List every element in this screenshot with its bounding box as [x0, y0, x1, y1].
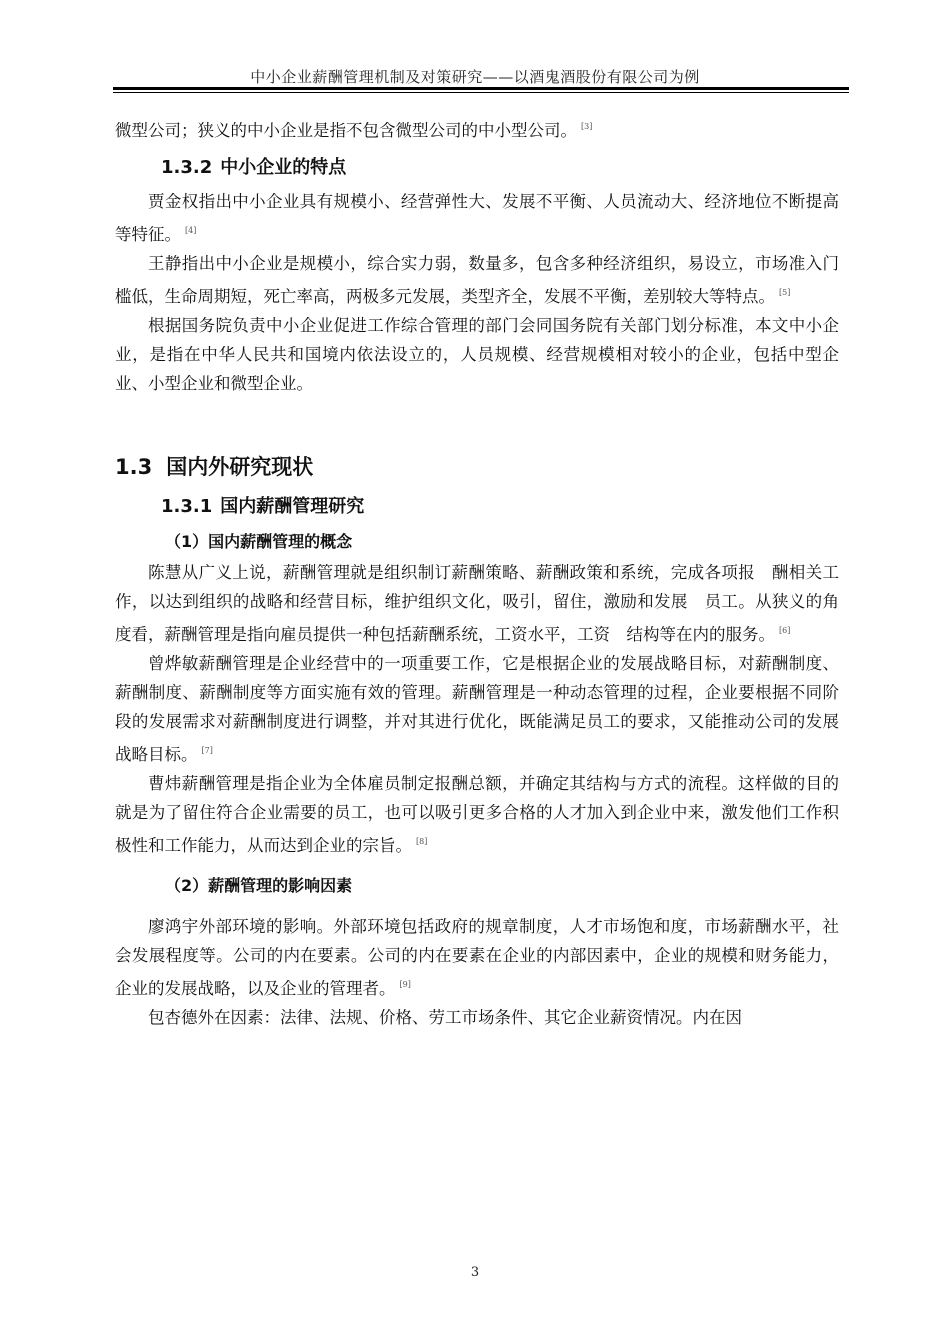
running-header: 中小企业薪酬管理机制及对策研究——以酒鬼酒股份有限公司为例 — [250, 68, 700, 86]
paragraph: 微型公司；狭义的中小企业是指不包含微型公司的中小型公司。 [3] — [115, 121, 593, 140]
citation: [6] — [779, 626, 791, 635]
paragraph: 陈慧从广义上说，薪酬管理就是组织制订薪酬策略、薪酬政策和系统，完成各项报 酬相关工作，以达到组织的战略和经营目标，维护组织文化，吸引，留住，激励和发展 员工。从狭义的角度看，薪酬管理是指向雇员提供一种包括薪酬系统，工资水平，工资 结构等在内的服务。 [6] — [115, 563, 839, 644]
section-heading-1-3-1: 1.3.1 国内薪酬管理研究 — [161, 496, 365, 517]
paragraph: 包杏德外在因素：法律、法规、价格、劳工市场条件、其它企业薪资情况。内在因 — [148, 1008, 742, 1027]
subheading-factors: （2）薪酬管理的影响因素 — [165, 876, 353, 895]
citation: [3] — [581, 122, 593, 131]
paragraph: 曹炜薪酬管理是指企业为全体雇员制定报酬总额，并确定其结构与方式的流程。这样做的目的就是为了留住符合企业需要的员工，也可以吸引更多合格的人才加入到企业中来，激发他们工作积极性和工作能力，从而达到企业的宗旨。 [8] — [115, 774, 839, 855]
paragraph: 王静指出中小企业是规模小，综合实力弱，数量多，包含多种经济组织，易设立，市场准入门槛低，生命周期短，死亡率高，两极多元发展，类型齐全，发展不平衡，差别较大等特点。 [5] — [115, 254, 839, 306]
paragraph: 廖鸿宇外部环境的影响。外部环境包括政府的规章制度，人才市场饱和度，市场薪酬水平，社会发展程度等。公司的内在要素。公司的内在要素在企业的内部因素中，企业的规模和财务能力，企业的发展战略，以及企业的管理者。 [9] — [115, 917, 839, 998]
paragraph: 根据国务院负责中小企业促进工作综合管理的部门会同国务院有关部门划分标准，本文中小企业，是指在中华人民共和国境内依法设立的，人员规模、经营规模相对较小的企业，包括中型企业、小型企业和微型企业。 — [115, 316, 839, 393]
paragraph: 曾烨敏薪酬管理是企业经营中的一项重要工作，它是根据企业的发展战略目标，对薪酬制度、薪酬制度、薪酬制度等方面实施有效的管理。薪酬管理是一种动态管理的过程，企业要根据不同阶段的发展需求对薪酬制度进行调整，并对其进行优化，既能满足员工的要求，又能推动公司的发展战略目标。 [7] — [115, 654, 839, 764]
header-rule-thin — [113, 92, 849, 93]
header-rule-thick — [113, 87, 849, 90]
paragraph: 贾金权指出中小企业具有规模小、经营弹性大、发展不平衡、人员流动大、经济地位不断提高等特征。 [4] — [115, 192, 839, 244]
citation: [9] — [399, 980, 411, 989]
citation: [5] — [779, 288, 791, 297]
citation: [4] — [185, 226, 197, 235]
section-heading-1-3: 1.3 国内外研究现状 — [115, 455, 314, 479]
page-body — [115, 112, 839, 1032]
subheading-concept: （1）国内薪酬管理的概念 — [165, 532, 353, 551]
section-heading-1-3-2: 1.3.2 中小企业的特点 — [161, 157, 347, 178]
citation: [8] — [416, 837, 428, 846]
page-number: 3 — [470, 1265, 480, 1280]
citation: [7] — [201, 746, 213, 755]
